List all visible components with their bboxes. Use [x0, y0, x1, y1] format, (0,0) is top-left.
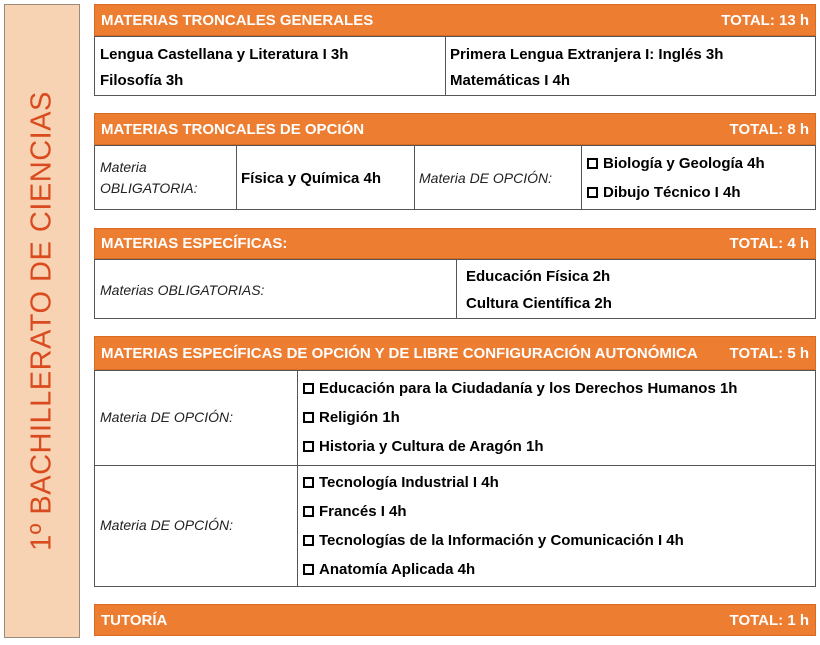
opcion-label: Materia DE OPCIÓN: [419, 170, 553, 186]
section-header [94, 228, 816, 259]
subject-item: Filosofía 3h [100, 72, 184, 89]
section-total: TOTAL: 1 h [729, 611, 809, 629]
section-total: TOTAL: 13 h [721, 11, 809, 29]
subject-item: Lengua Castellana y Literatura I 3h [100, 46, 349, 63]
opcion-label: Materia DE OPCIÓN: [100, 517, 234, 533]
subject-item: Educación Física 2h [466, 268, 611, 285]
section-title: MATERIAS ESPECÍFICAS: [101, 235, 288, 252]
subject-item: Primera Lengua Extranjera I: Inglés 3h [450, 46, 724, 63]
checkbox-icon[interactable] [587, 158, 598, 169]
section-header [94, 336, 816, 370]
section-header [94, 4, 816, 36]
troncales-generales-section [94, 4, 816, 96]
option-item[interactable]: Educación para la Ciudadanía y los Derechos Humanos 1h [303, 380, 737, 397]
section-total: TOTAL: 4 h [729, 235, 809, 252]
subject-item: Cultura Científica 2h [466, 295, 612, 312]
section-title: MATERIAS ESPECÍFICAS DE OPCIÓN Y DE LIBRE CONFIGURACIÓN AUTONÓMICA [101, 344, 698, 362]
section-title: MATERIAS TRONCALES GENERALES [101, 11, 374, 29]
obligatoria-label: OBLIGATORIA: [100, 180, 198, 196]
checkbox-icon[interactable] [303, 412, 314, 423]
section-title: TUTORÍA [101, 611, 168, 629]
subject-item: Matemáticas I 4h [450, 72, 571, 89]
checkbox-icon[interactable] [303, 383, 314, 394]
checkbox-icon[interactable] [587, 187, 598, 198]
obligatoria-subject: Física y Química 4h [241, 170, 382, 187]
option-item[interactable]: Historia y Cultura de Aragón 1h [303, 438, 543, 455]
section-header [94, 113, 816, 145]
opcion-label: Materia DE OPCIÓN: [100, 409, 234, 425]
option-item[interactable]: Religión 1h [303, 409, 400, 426]
checkbox-icon[interactable] [303, 477, 314, 488]
side-banner [4, 4, 80, 638]
option-item[interactable]: Anatomía Aplicada 4h [303, 561, 475, 578]
option-item[interactable]: Biología y Geología 4h [587, 155, 765, 172]
section-table [94, 145, 816, 210]
option-item[interactable]: Tecnología Industrial I 4h [303, 474, 499, 491]
section-table [94, 259, 816, 319]
section-table [94, 36, 816, 96]
side-title: 1º BACHILLERATO DE CIENCIAS [25, 91, 58, 551]
section-header [94, 604, 816, 636]
checkbox-icon[interactable] [303, 506, 314, 517]
section-table [94, 370, 816, 587]
troncales-opcion-section [94, 113, 816, 210]
section-total: TOTAL: 5 h [729, 344, 809, 362]
obligatoria-label: Materia [100, 159, 147, 175]
tutoria-section [94, 604, 816, 636]
checkbox-icon[interactable] [303, 564, 314, 575]
especificas-opcion-section [94, 336, 816, 587]
checkbox-icon[interactable] [303, 535, 314, 546]
option-item[interactable]: Tecnologías de la Información y Comunicación I 4h [303, 532, 684, 549]
checkbox-icon[interactable] [303, 441, 314, 452]
section-title: MATERIAS TRONCALES DE OPCIÓN [101, 120, 365, 138]
especificas-section [94, 228, 816, 319]
obligatorias-label: Materias OBLIGATORIAS: [100, 282, 265, 298]
option-item[interactable]: Dibujo Técnico I 4h [587, 184, 741, 201]
option-item[interactable]: Francés I 4h [303, 503, 407, 520]
section-total: TOTAL: 8 h [729, 120, 809, 138]
